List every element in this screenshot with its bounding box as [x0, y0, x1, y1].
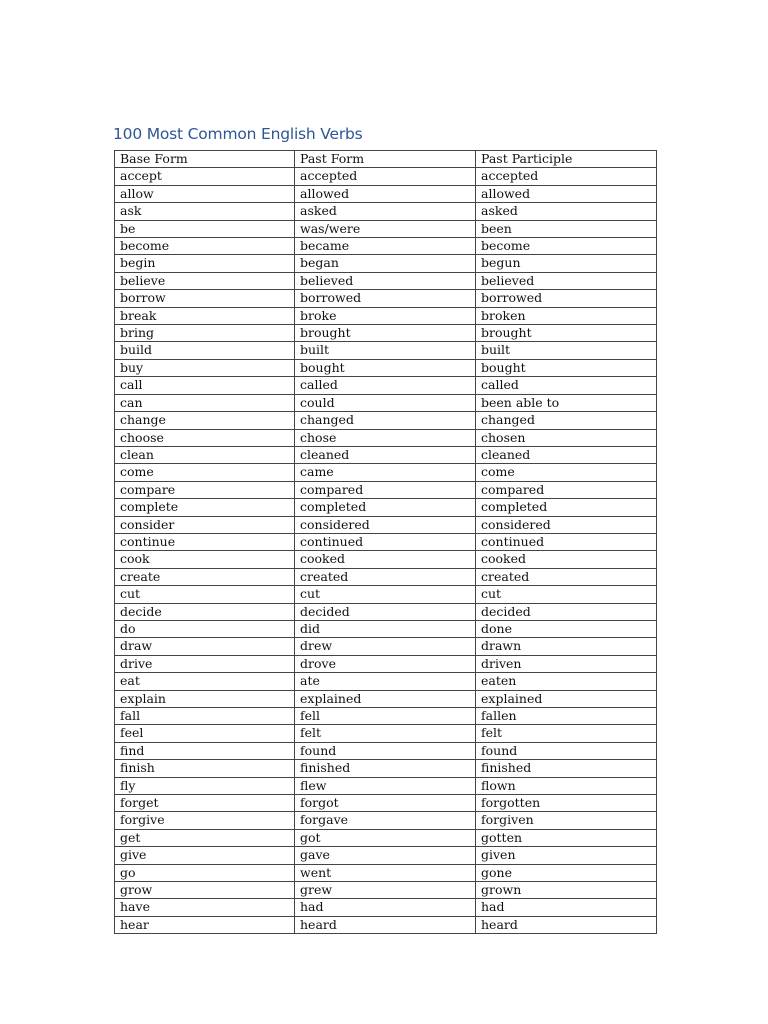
past-form-cell: flew — [295, 777, 476, 794]
base-form-cell: forget — [115, 795, 295, 812]
past-participle-cell: been able to — [476, 394, 657, 411]
past-form-cell: forgave — [295, 812, 476, 829]
past-form-cell: became — [295, 238, 476, 255]
base-form-cell: get — [115, 829, 295, 846]
past-participle-cell: considered — [476, 516, 657, 533]
past-participle-cell: cleaned — [476, 446, 657, 463]
past-form-cell: heard — [295, 916, 476, 933]
past-form-cell: explained — [295, 690, 476, 707]
base-form-cell: fall — [115, 708, 295, 725]
base-form-cell: be — [115, 220, 295, 237]
table-row — [115, 290, 657, 307]
base-form-cell: allow — [115, 185, 295, 202]
base-form-cell: have — [115, 899, 295, 916]
past-participle-cell: created — [476, 568, 657, 585]
past-participle-cell: heard — [476, 916, 657, 933]
past-participle-cell: borrowed — [476, 290, 657, 307]
past-form-cell: allowed — [295, 185, 476, 202]
table-body — [115, 168, 657, 934]
past-form-cell: cut — [295, 586, 476, 603]
table-row — [115, 342, 657, 359]
base-form-cell: borrow — [115, 290, 295, 307]
base-form-cell: call — [115, 377, 295, 394]
table-row — [115, 638, 657, 655]
past-participle-cell: cut — [476, 586, 657, 603]
table-row — [115, 220, 657, 237]
past-form-cell: broke — [295, 307, 476, 324]
past-form-cell: considered — [295, 516, 476, 533]
past-participle-cell: broken — [476, 307, 657, 324]
past-participle-cell: come — [476, 464, 657, 481]
base-form-cell: can — [115, 394, 295, 411]
base-form-cell: continue — [115, 533, 295, 550]
table-row — [115, 760, 657, 777]
past-participle-cell: believed — [476, 272, 657, 289]
table-row — [115, 864, 657, 881]
past-form-cell: got — [295, 829, 476, 846]
past-participle-cell: felt — [476, 725, 657, 742]
table-row — [115, 603, 657, 620]
base-form-cell: go — [115, 864, 295, 881]
table-row — [115, 568, 657, 585]
past-form-cell: began — [295, 255, 476, 272]
past-participle-cell: forgiven — [476, 812, 657, 829]
past-form-cell: changed — [295, 412, 476, 429]
table-row — [115, 307, 657, 324]
table-row — [115, 812, 657, 829]
table-row — [115, 882, 657, 899]
past-participle-cell: explained — [476, 690, 657, 707]
base-form-cell: complete — [115, 499, 295, 516]
table-row — [115, 168, 657, 185]
past-participle-cell: become — [476, 238, 657, 255]
past-form-cell: forgot — [295, 795, 476, 812]
past-form-cell: chose — [295, 429, 476, 446]
past-participle-cell: cooked — [476, 551, 657, 568]
table-row — [115, 673, 657, 690]
past-participle-cell: accepted — [476, 168, 657, 185]
past-form-cell: drew — [295, 638, 476, 655]
table-row — [115, 899, 657, 916]
past-form-cell: had — [295, 899, 476, 916]
past-form-cell: brought — [295, 325, 476, 342]
past-participle-cell: allowed — [476, 185, 657, 202]
table-row — [115, 238, 657, 255]
base-form-cell: believe — [115, 272, 295, 289]
base-form-cell: finish — [115, 760, 295, 777]
base-form-cell: change — [115, 412, 295, 429]
document-title: 100 Most Common English Verbs — [113, 125, 363, 143]
base-form-cell: explain — [115, 690, 295, 707]
table-row — [115, 533, 657, 550]
verb-table — [114, 150, 657, 934]
base-form-cell: compare — [115, 481, 295, 498]
past-form-cell: gave — [295, 847, 476, 864]
base-form-cell: create — [115, 568, 295, 585]
base-form-cell: grow — [115, 882, 295, 899]
past-participle-cell: had — [476, 899, 657, 916]
base-form-cell: bring — [115, 325, 295, 342]
table-row — [115, 412, 657, 429]
past-form-cell: cleaned — [295, 446, 476, 463]
past-form-cell: finished — [295, 760, 476, 777]
past-participle-cell: decided — [476, 603, 657, 620]
base-form-cell: find — [115, 742, 295, 759]
past-participle-cell: continued — [476, 533, 657, 550]
table-row — [115, 429, 657, 446]
base-form-cell: forgive — [115, 812, 295, 829]
table-row — [115, 655, 657, 672]
past-participle-cell: gone — [476, 864, 657, 881]
base-form-cell: hear — [115, 916, 295, 933]
past-participle-cell: brought — [476, 325, 657, 342]
base-form-cell: cook — [115, 551, 295, 568]
base-form-cell: do — [115, 620, 295, 637]
base-form-cell: drive — [115, 655, 295, 672]
base-form-cell: build — [115, 342, 295, 359]
past-form-cell: came — [295, 464, 476, 481]
past-form-cell: believed — [295, 272, 476, 289]
table-row — [115, 725, 657, 742]
table-row — [115, 586, 657, 603]
table-row — [115, 203, 657, 220]
past-participle-cell: gotten — [476, 829, 657, 846]
table-row — [115, 777, 657, 794]
table-row — [115, 377, 657, 394]
past-participle-cell: done — [476, 620, 657, 637]
base-form-cell: give — [115, 847, 295, 864]
base-form-cell: buy — [115, 359, 295, 376]
past-form-cell: bought — [295, 359, 476, 376]
header-past-participle: Past Participle — [476, 151, 657, 168]
past-form-cell: compared — [295, 481, 476, 498]
past-participle-cell: asked — [476, 203, 657, 220]
table-row — [115, 620, 657, 637]
past-form-cell: cooked — [295, 551, 476, 568]
table-row — [115, 795, 657, 812]
table-row — [115, 359, 657, 376]
table-row — [115, 185, 657, 202]
base-form-cell: ask — [115, 203, 295, 220]
table-row — [115, 742, 657, 759]
past-form-cell: continued — [295, 533, 476, 550]
past-participle-cell: grown — [476, 882, 657, 899]
base-form-cell: eat — [115, 673, 295, 690]
base-form-cell: come — [115, 464, 295, 481]
past-form-cell: created — [295, 568, 476, 585]
past-participle-cell: changed — [476, 412, 657, 429]
table-row — [115, 690, 657, 707]
past-participle-cell: flown — [476, 777, 657, 794]
past-form-cell: drove — [295, 655, 476, 672]
past-participle-cell: chosen — [476, 429, 657, 446]
past-form-cell: built — [295, 342, 476, 359]
past-form-cell: felt — [295, 725, 476, 742]
table-row — [115, 464, 657, 481]
base-form-cell: break — [115, 307, 295, 324]
past-participle-cell: drawn — [476, 638, 657, 655]
base-form-cell: consider — [115, 516, 295, 533]
past-form-cell: completed — [295, 499, 476, 516]
past-form-cell: could — [295, 394, 476, 411]
past-participle-cell: forgotten — [476, 795, 657, 812]
past-form-cell: called — [295, 377, 476, 394]
base-form-cell: accept — [115, 168, 295, 185]
past-form-cell: was/were — [295, 220, 476, 237]
past-participle-cell: compared — [476, 481, 657, 498]
table-row — [115, 394, 657, 411]
base-form-cell: choose — [115, 429, 295, 446]
table-row — [115, 847, 657, 864]
table-row — [115, 499, 657, 516]
past-participle-cell: given — [476, 847, 657, 864]
past-form-cell: accepted — [295, 168, 476, 185]
table-row — [115, 481, 657, 498]
base-form-cell: decide — [115, 603, 295, 620]
base-form-cell: begin — [115, 255, 295, 272]
table-row — [115, 516, 657, 533]
table-row — [115, 916, 657, 933]
past-form-cell: went — [295, 864, 476, 881]
past-form-cell: grew — [295, 882, 476, 899]
header-row — [115, 151, 657, 168]
table-row — [115, 325, 657, 342]
table-header — [115, 151, 657, 168]
table-row — [115, 446, 657, 463]
header-base-form: Base Form — [115, 151, 295, 168]
table-row — [115, 255, 657, 272]
base-form-cell: draw — [115, 638, 295, 655]
past-form-cell: asked — [295, 203, 476, 220]
past-form-cell: did — [295, 620, 476, 637]
past-participle-cell: finished — [476, 760, 657, 777]
past-participle-cell: fallen — [476, 708, 657, 725]
base-form-cell: clean — [115, 446, 295, 463]
past-participle-cell: bought — [476, 359, 657, 376]
past-participle-cell: begun — [476, 255, 657, 272]
past-participle-cell: driven — [476, 655, 657, 672]
past-participle-cell: built — [476, 342, 657, 359]
base-form-cell: feel — [115, 725, 295, 742]
table-row — [115, 551, 657, 568]
past-participle-cell: eaten — [476, 673, 657, 690]
base-form-cell: become — [115, 238, 295, 255]
past-participle-cell: been — [476, 220, 657, 237]
table-row — [115, 708, 657, 725]
header-past-form: Past Form — [295, 151, 476, 168]
past-participle-cell: called — [476, 377, 657, 394]
past-form-cell: found — [295, 742, 476, 759]
table-row — [115, 829, 657, 846]
table-row — [115, 272, 657, 289]
past-participle-cell: completed — [476, 499, 657, 516]
base-form-cell: fly — [115, 777, 295, 794]
past-form-cell: ate — [295, 673, 476, 690]
past-form-cell: fell — [295, 708, 476, 725]
past-form-cell: decided — [295, 603, 476, 620]
base-form-cell: cut — [115, 586, 295, 603]
past-form-cell: borrowed — [295, 290, 476, 307]
past-participle-cell: found — [476, 742, 657, 759]
